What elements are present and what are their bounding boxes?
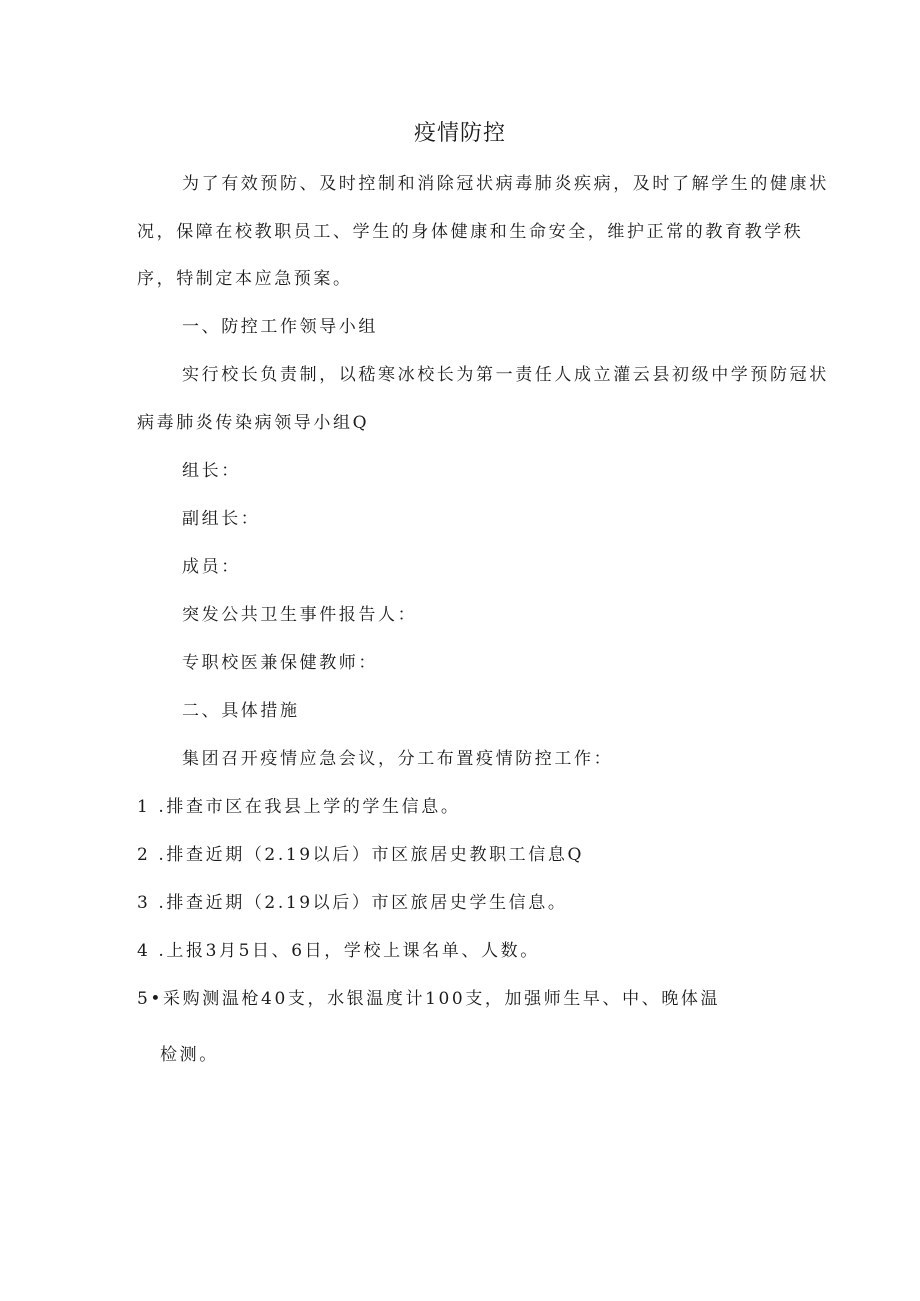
list-item-5: 5•采购测温枪40支，水银温度计100支，加强师生早、中、晚体温 xyxy=(137,989,721,1009)
role-deputy-leader: 副组长： xyxy=(182,509,261,529)
list-item-1: 1 .排查市区在我县上学的学生信息。 xyxy=(137,797,461,817)
paragraph-line-measures-intro: 集团召开疫情应急会议，分工布置疫情防控工作： xyxy=(182,749,614,769)
role-school-doctor: 专职校医兼保健教师： xyxy=(182,653,378,673)
section-heading-measures: 二、具体措施 xyxy=(182,701,300,721)
role-reporter: 突发公共卫生事件报告人： xyxy=(182,605,418,625)
list-item-5-continuation: 检测。 xyxy=(160,1045,219,1065)
list-item-2: 2 .排查近期（2.19以后）市区旅居史教职工信息Q xyxy=(137,845,585,865)
paragraph-line-leadership-1: 实行校长负责制，以嵇寒冰校长为第一责任人成立灌云县初级中学预防冠状 xyxy=(182,365,829,385)
paragraph-line-intro-1: 为了有效预防、及时控制和消除冠状病毒肺炎疾病，及时了解学生的健康状 xyxy=(182,174,829,194)
list-item-3: 3 .排查近期（2.19以后）市区旅居史学生信息。 xyxy=(137,893,568,913)
list-item-4: 4 .上报3月5日、6日，学校上课名单、人数。 xyxy=(137,941,540,961)
paragraph-line-leadership-2: 病毒肺炎传染病领导小组Q xyxy=(137,413,370,433)
role-members: 成员： xyxy=(182,557,241,577)
section-heading-leadership: 一、防控工作领导小组 xyxy=(182,317,378,337)
paragraph-line-intro-2: 况，保障在校教职员工、学生的身体健康和生命安全，维护正常的教育教学秩 xyxy=(137,222,804,242)
document-title: 疫情防控 xyxy=(413,121,506,146)
paragraph-line-intro-3: 序，特制定本应急预案。 xyxy=(137,269,353,289)
role-leader: 组长： xyxy=(182,461,241,481)
